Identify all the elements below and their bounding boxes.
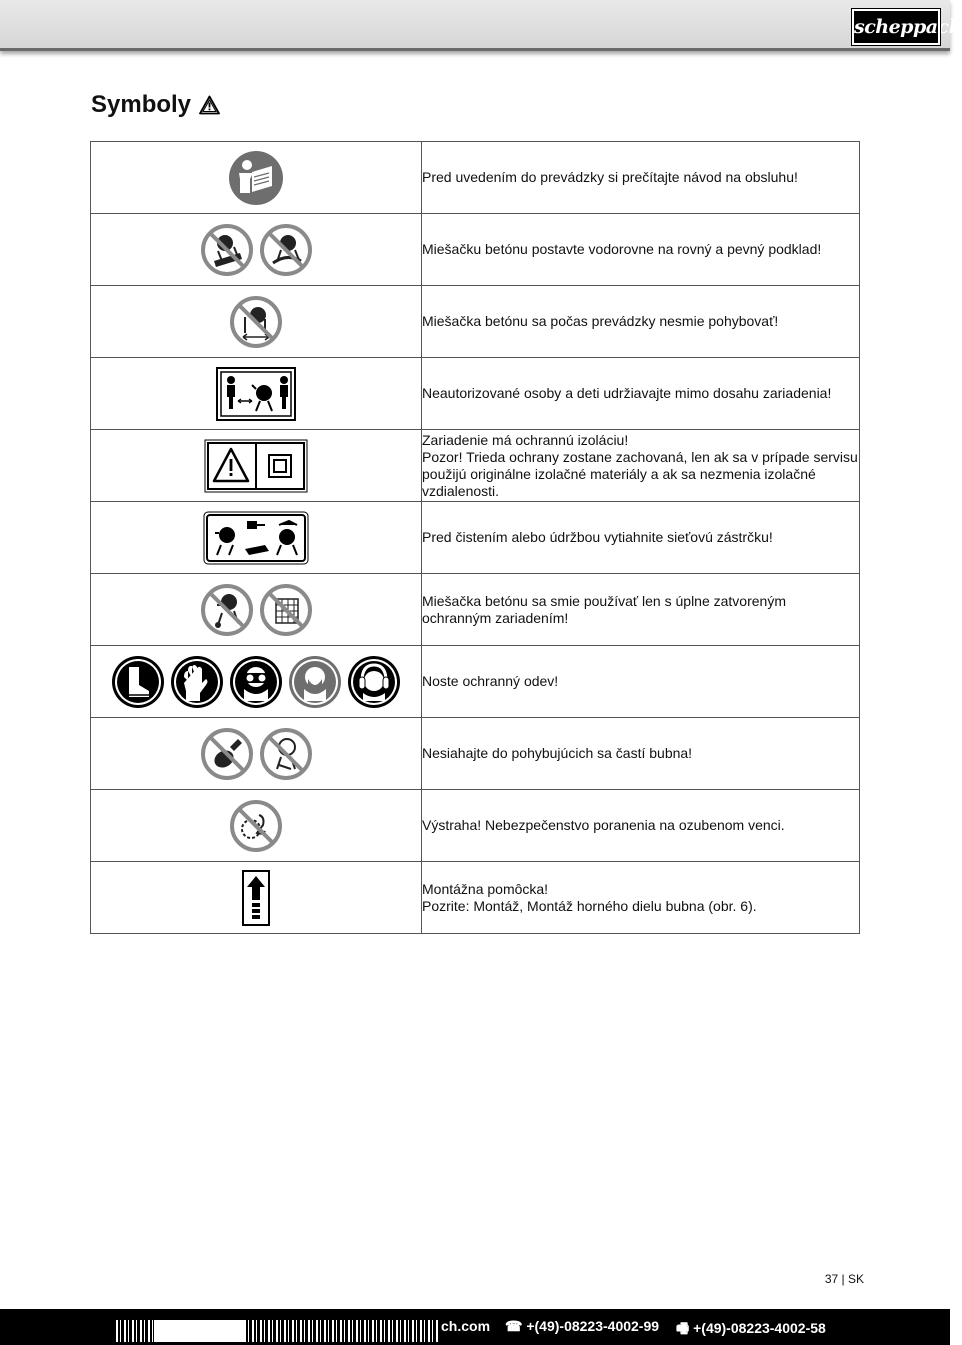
closed-guard-icon <box>259 583 313 637</box>
symbol-row <box>91 502 860 574</box>
symbol-icon-cell <box>91 646 422 718</box>
keep-distance-icon <box>216 367 296 421</box>
symbol-description: Miešačku betónu postavte vodorovne na rovný a pevný podklad! <box>422 241 822 257</box>
symbol-description-cell <box>422 790 860 862</box>
no-moving-mixer-icon <box>229 295 283 349</box>
symbol-icon-cell <box>91 430 422 502</box>
dust-mask-icon <box>288 655 342 709</box>
symbol-description-cell <box>422 358 860 430</box>
symbol-icon-cell <box>91 790 422 862</box>
symbol-icon-cell <box>91 142 422 214</box>
no-open-guard-icon <box>200 583 254 637</box>
symbol-description: Pred čistením alebo údržbou vytiahnite sieťovú zástrčku! <box>422 529 773 545</box>
symbol-description: Noste ochranný odev! <box>422 673 559 689</box>
symbol-row <box>91 142 860 214</box>
page-title-text: Symboly <box>91 91 192 118</box>
symbol-icon-cell <box>91 358 422 430</box>
ear-protection-icon <box>347 655 401 709</box>
brand-logo: scheppach <box>852 9 940 45</box>
symbol-icon-cell <box>91 502 422 574</box>
footer-phone: ☎ +(49)-08223-4002-99 <box>505 1318 660 1334</box>
assembly-aid-icon <box>242 870 270 926</box>
footer-website[interactable]: ch.com <box>441 1318 491 1334</box>
symbol-row <box>91 430 860 502</box>
symbol-description-cell <box>422 430 860 502</box>
symbol-description-cell <box>422 286 860 358</box>
read-manual-icon <box>228 150 284 206</box>
unplug-before-maintenance-icon <box>203 511 309 565</box>
symbol-description-cell <box>422 718 860 790</box>
safety-goggles-icon <box>229 655 283 709</box>
symbol-description: Nesiahajte do pohybujúcich sa častí bubna! <box>422 745 693 761</box>
symbol-description: Výstraha! Nebezpečenstvo poranenia na ozubenom venci. <box>422 817 785 833</box>
no-reach-rotating-icon <box>259 727 313 781</box>
gear-ring-hazard-icon <box>229 799 283 853</box>
symbol-row <box>91 574 860 646</box>
symbol-row <box>91 358 860 430</box>
page-title <box>91 91 220 119</box>
symbol-description-cell <box>422 142 860 214</box>
no-uneven-ground-icon <box>259 223 313 277</box>
symbol-icon-cell <box>91 214 422 286</box>
symbol-description: Zariadenie má ochrannú izoláciu! <box>422 431 629 448</box>
safety-boots-icon <box>111 655 165 709</box>
symbol-description-cell <box>422 214 860 286</box>
no-slope-mixer-icon <box>200 223 254 277</box>
symbol-description-cell <box>422 574 860 646</box>
symbol-icon-cell <box>91 286 422 358</box>
symbol-description: Miešačka betónu sa počas prevádzky nesmie pohybovať! <box>422 313 779 329</box>
symbol-row <box>91 790 860 862</box>
no-reach-drum-icon <box>200 727 254 781</box>
symbol-row <box>91 286 860 358</box>
warning-triangle-icon <box>199 95 220 115</box>
symbol-row <box>91 718 860 790</box>
symbol-row <box>91 214 860 286</box>
symbol-icon-cell <box>91 574 422 646</box>
symbol-description: Neautorizované osoby a deti udržiavajte mimo dosahu zariadenia! <box>422 385 832 401</box>
symbol-icon-cell <box>91 862 422 934</box>
symbol-row <box>91 646 860 718</box>
footer-bar <box>0 1309 950 1345</box>
symbol-description-cell <box>422 646 860 718</box>
symbol-description-cell <box>422 862 860 934</box>
symbol-row <box>91 862 860 934</box>
symbol-description-cell <box>422 502 860 574</box>
symbol-description: Miešačka betónu sa smie používať len s úplne zatvoreným ochranným zariadením! <box>422 592 786 626</box>
symbol-description: Montážna pomôcka! <box>422 880 549 897</box>
double-insulation-icon <box>204 439 308 493</box>
symbols-table <box>90 141 860 934</box>
symbol-description: Pozor! Trieda ochrany zostane zachovaná, len ak sa v prípade servisu použijú originálne izolačné materiály a ak sa nezmenia izolačné vzdialenosti. <box>422 448 858 499</box>
top-bar <box>0 0 962 51</box>
footer-barcode <box>116 1320 438 1342</box>
symbol-description: Pozrite: Montáž, Montáž horného dielu bubna (obr. 6). <box>422 897 757 914</box>
footer-fax: 🖷 +(49)-08223-4002-58 <box>676 1320 826 1336</box>
symbol-icon-cell <box>91 718 422 790</box>
page-number: 37 | SK <box>824 1272 864 1286</box>
safety-gloves-icon <box>170 655 224 709</box>
symbol-description: Pred uvedením do prevádzky si prečítajte návod na obsluhu! <box>422 169 798 185</box>
